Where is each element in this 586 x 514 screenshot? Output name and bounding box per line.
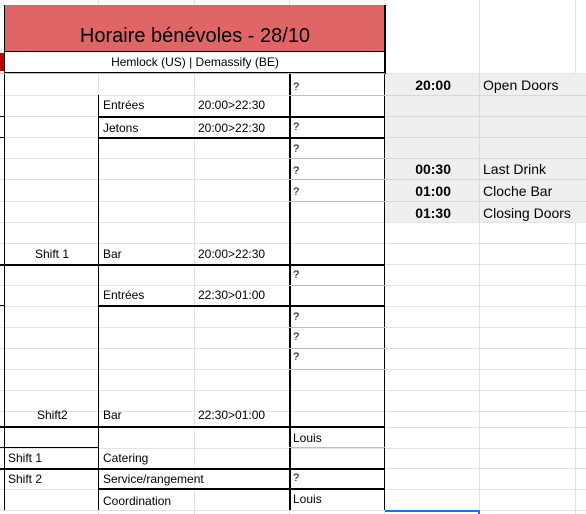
catering-shift[interactable]: Shift 1 [8, 451, 43, 465]
table-border [98, 116, 385, 118]
gridline [194, 0, 195, 514]
task-entrees-shift1[interactable]: Entrées [103, 98, 145, 112]
time-jetons-shift1[interactable]: 20:00>22:30 [198, 121, 266, 135]
table-border [98, 488, 385, 490]
gridline [0, 510, 586, 511]
gridline [479, 74, 480, 222]
time-bar-shift2[interactable]: 22:30>01:00 [198, 408, 266, 422]
assignment-cell[interactable]: ? [293, 165, 300, 177]
gridline [385, 137, 586, 138]
table-border [289, 285, 385, 286]
timeline-event[interactable]: Closing Doors [483, 205, 571, 221]
service-shift[interactable]: Shift 2 [8, 472, 43, 486]
table-border [0, 468, 385, 470]
task-catering[interactable]: Catering [103, 451, 149, 465]
task-jetons-shift1[interactable]: Jetons [103, 121, 139, 135]
assignment-cell[interactable]: ? [293, 311, 300, 323]
gridline [385, 158, 586, 159]
sheet-title: Horaire bénévoles - 28/10 [79, 25, 311, 47]
table-border [289, 201, 385, 202]
time-bar-shift1[interactable]: 20:00>22:30 [198, 247, 266, 261]
table-border [0, 426, 385, 428]
task-entrees-shift2[interactable]: Entrées [103, 288, 145, 302]
gridline [0, 243, 586, 244]
gridline [385, 201, 586, 202]
gridline [385, 95, 586, 96]
table-border [98, 305, 385, 307]
table-border [4, 73, 5, 510]
table-border [289, 158, 385, 159]
time-entrees-shift2[interactable]: 22:30>01:00 [198, 288, 266, 302]
table-border [289, 327, 385, 328]
service-volunteer[interactable]: ? [293, 472, 300, 484]
table-border [0, 73, 385, 74]
sheet-title-cell[interactable] [4, 5, 386, 53]
timeline-event[interactable]: Cloche Bar [483, 183, 553, 199]
time-entrees-shift1[interactable]: 20:00>22:30 [198, 98, 266, 112]
cell-selection-border [385, 510, 480, 512]
catering-volunteer[interactable]: Louis [293, 431, 322, 445]
table-border [0, 116, 4, 117]
assignment-cell[interactable]: ? [293, 121, 300, 133]
timeline-time[interactable]: 01:30 [415, 205, 451, 221]
table-border [0, 305, 4, 306]
gridline [0, 222, 586, 223]
table-border [289, 447, 385, 448]
shift1-label[interactable]: Shift 1 [35, 247, 70, 261]
table-border [289, 95, 385, 96]
gridline [0, 390, 586, 391]
table-border [289, 348, 385, 349]
cell-selection-border [478, 510, 480, 514]
gridline [385, 116, 586, 117]
assignment-cell[interactable]: ? [293, 269, 300, 281]
band-lineup[interactable]: Hemlock (US) | Demassify (BE) [4, 52, 386, 74]
table-border [98, 137, 385, 139]
task-coordination[interactable]: Coordination [103, 494, 172, 508]
timeline-event[interactable]: Open Doors [483, 77, 559, 93]
task-bar-shift2[interactable]: Bar [103, 408, 122, 422]
task-bar-shift1[interactable]: Bar [103, 247, 122, 261]
timeline-time[interactable]: 01:00 [415, 183, 451, 199]
assignment-cell[interactable]: ? [293, 81, 300, 93]
table-border [0, 264, 385, 266]
assignment-cell[interactable]: ? [293, 143, 300, 155]
timeline-time[interactable]: 00:30 [415, 161, 451, 177]
gridline [0, 411, 586, 412]
table-border [0, 447, 99, 448]
timeline-event[interactable]: Last Drink [483, 161, 547, 177]
coordination-volunteer[interactable]: Louis [293, 492, 322, 506]
assignment-cell[interactable]: ? [293, 331, 300, 343]
table-border [289, 179, 385, 180]
timeline-panel [385, 74, 586, 222]
table-border [289, 369, 385, 370]
gridline [0, 448, 586, 449]
assignment-cell[interactable]: ? [293, 186, 300, 198]
shift2-label[interactable]: Shift2 [37, 408, 68, 422]
timeline-time[interactable]: 20:00 [415, 77, 451, 93]
assignment-cell[interactable]: ? [293, 351, 300, 363]
task-service[interactable]: Service/rangement [103, 472, 204, 486]
gridline [385, 179, 586, 180]
table-border [0, 137, 4, 138]
